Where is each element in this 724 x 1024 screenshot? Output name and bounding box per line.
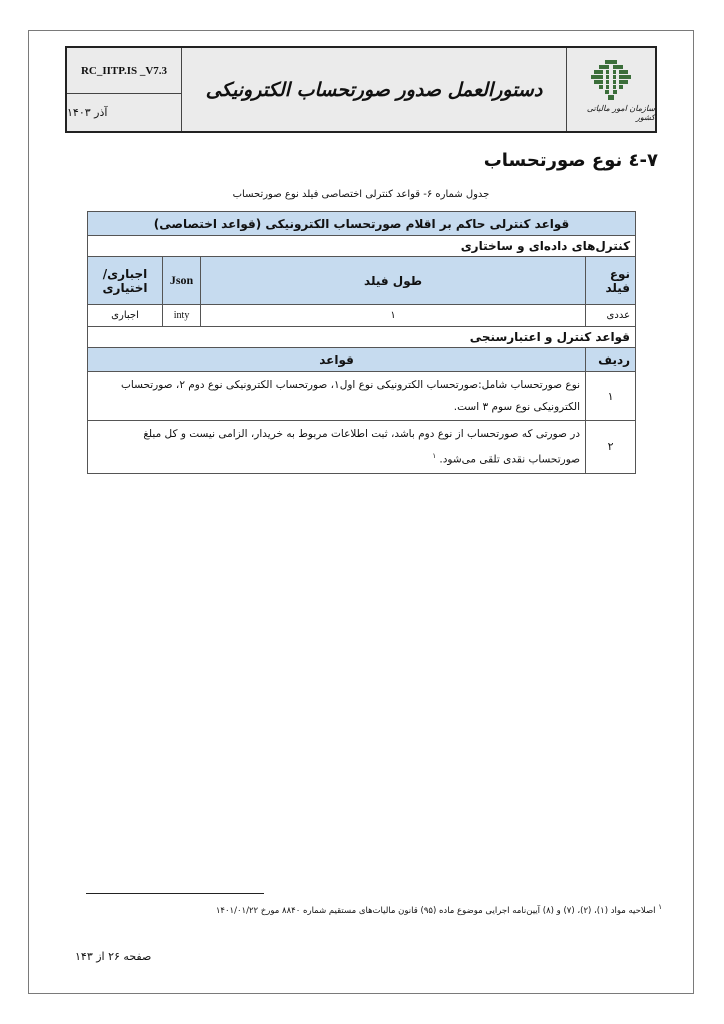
page-number: صفحه ۲۶ از ۱۴۳ [75,950,152,963]
section-heading: ۷-٤ نوع صورتحساب [483,150,658,171]
table-row [88,421,636,474]
document-code: RC_IITP.IS _V7.3 [67,48,181,94]
rule-number: ۱ [586,372,636,421]
col-json: Json [163,257,201,305]
footnote-separator [86,893,264,894]
col-rules: قواعد [88,348,586,372]
table-band-title: قواعد کنترلی حاکم بر اقلام صورتحساب الکترونیکی (قواعد اختصاصی) [88,212,636,236]
col-field-length: طول فیلد [201,257,586,305]
rule-text-body: در صورتی که صورتحساب از نوع دوم باشد، ثبت اطلاعات مربوط به خریدار، الزامی نیست و کل مبلغ صورتحساب نقدی تلقی می‌شود. [143,428,581,466]
control-rules-table [87,211,636,474]
col-mandatory: اجباری/ اختیاری [88,257,163,305]
document-header [65,46,657,133]
validation-title: قواعد کنترل و اعتبارسنجی [88,327,636,348]
footnote [216,903,662,916]
page-border [28,30,694,994]
table-caption: جدول شماره ۶- قواعد کنترلی اختصاصی فیلد نوع صورتحساب [232,189,490,200]
rule-text-body: نوع صورتحساب شامل:صورتحساب الکترونیکی نوع اول۱، صورتحساب الکترونیکی نوع دوم ۲، صورتحساب الکترونیکی نوع سوم ۳ است. [121,379,581,413]
document-title: دستورالعمل صدور صورتحساب الکترونیکی [205,78,543,101]
footnote-reference: ۱ [432,452,437,460]
document-date: آذر ۱۴۰۳ [67,106,108,119]
tax-organization-logo-icon [589,58,633,102]
header-meta [67,48,182,131]
footnote-text: اصلاحیه مواد (۱)، (۲)، (۷) و (۸) آیین‌نامه اجرایی موضوع ماده (۹۵) قانون مالیات‌های مستقیم شماره ۸۸۴۰ مورخ ۱۴۰۱/۰۱/۲۲ [215,905,656,916]
col-row-number: ردیف [586,348,636,372]
cell-json: inty [163,305,201,327]
table-row [88,372,636,421]
cell-field-length: ۱ [201,305,586,327]
rule-number: ۲ [586,421,636,474]
rule-text [88,421,586,474]
cell-field-type: عددی [586,305,636,327]
organization-name: سازمان امور مالیاتی کشور [586,103,655,122]
footnote-marker: ۱ [658,903,662,911]
rule-text [88,372,586,421]
cell-mandatory: اجباری [88,305,163,327]
col-field-type: نوع فیلد [586,257,636,305]
data-structure-title: کنترل‌های داده‌ای و ساختاری [88,236,636,257]
organization-logo-block [566,48,655,131]
